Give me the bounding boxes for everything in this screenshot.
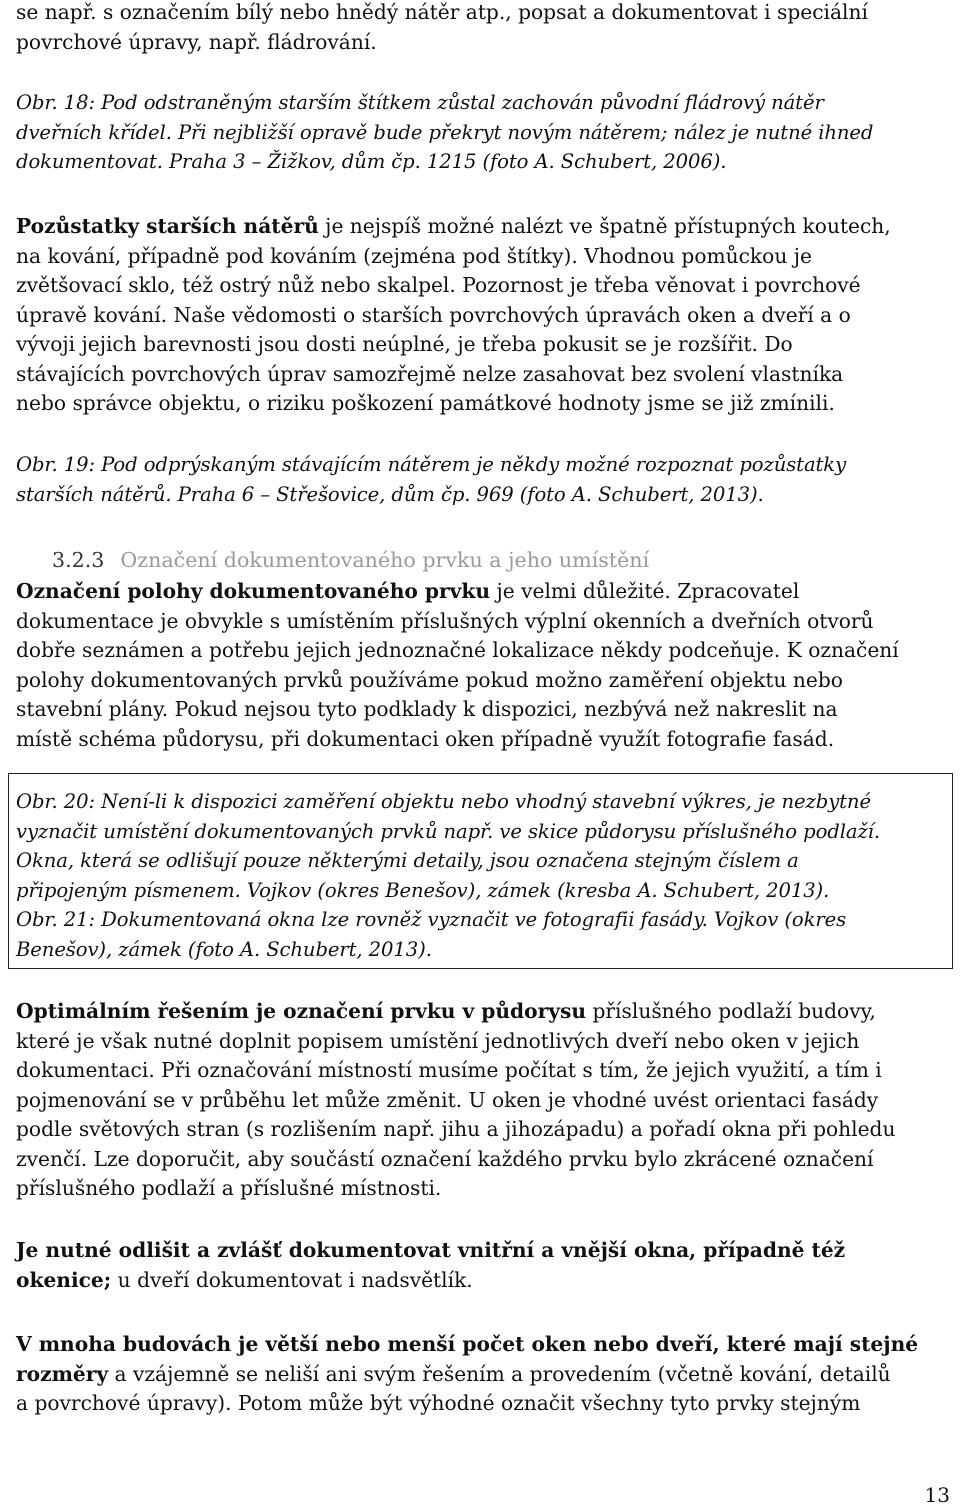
- bold-lead: Označení polohy dokumentovaného prvku: [16, 579, 491, 603]
- section-title: Označení dokumentovaného prvku a jeho umístění: [120, 548, 650, 572]
- figure-caption-18: [16, 88, 950, 177]
- text-line: příslušného podlaží a příslušné místnosti.: [16, 1176, 442, 1200]
- caption-line: dveřních křídel. Při nejbližší opravě bude překryt novým nátěrem; nález je nutné ihned: [16, 120, 874, 144]
- text-line: a povrchové úpravy). Potom může být výhodné označit všechny tyto prvky stejným: [16, 1391, 861, 1415]
- paragraph-paint-remnants: Pozůstatky starších nátěrů je nejspíš možné nalézt ve špatně přístupných koutech, na kování, případně pod kováním (zejména pod štítky). Vhodnou pomůckou je zvětšovací sklo, též ostrý nůž nebo skalpel. Pozornost je třeba věnovat i povrchové úpravě kování. Naše vědomosti o starších povrchových úpravách oken a dveří a o vývoji jejich barevnosti jsou dosti neúplné, je třeba pokusit se je rozšířit. Do stávajících povrchových úprav samozřejmě nelze zasahovat bez svolení vlastníka nebo správce objektu, o riziku poškození památkové hodnoty jsme se již zmínili.: [16, 212, 950, 419]
- text-line: místě schéma půdorysu, při dokumentaci oken případně využít fotografie fasád.: [16, 726, 835, 751]
- caption-line: Okna, která se odlišují pouze některými detaily, jsou označena stejným číslem a: [16, 849, 799, 872]
- text-line: úpravě kování. Naše vědomosti o starších povrchových úpravách oken a dveří a o: [16, 302, 851, 327]
- text-line: dokumentace je obvykle s umístěním příslušných výplní okenních a dveřních otvorů: [16, 608, 874, 633]
- figure-caption-19: [16, 450, 950, 509]
- paragraph-location-marking: Označení polohy dokumentovaného prvku je velmi důležité. Zpracovatel dokumentace je obvykle s umístěním příslušných výplní okenních a dveřních otvorů dobře seznámen a potřebu jejich jednoznačné lokalizace někdy podceňuje. K označení polohy dokumentovaných prvků používáme pokud možno zaměření objektu nebo stavební plány. Pokud nejsou tyto podklady k dispozici, nezbývá než nakreslit na místě schéma půdorysu, při dokumentaci oken případně využít fotografie fasád.: [16, 577, 950, 754]
- text-line: se např. s označením bílý nebo hnědý nátěr atp., popsat a dokumentovat i speciální: [16, 0, 868, 24]
- caption-line: vyznačit umístění dokumentovaných prvků např. ve skice půdorysu příslušného podlaží.: [16, 819, 880, 843]
- caption-line: Benešov), zámek (foto A. Schubert, 2013).: [16, 937, 432, 961]
- page-number: 13: [924, 1483, 950, 1507]
- bold-lead: Pozůstatky starších nátěrů: [16, 214, 319, 238]
- paragraph-inner-outer-windows: Je nutné odlišit a zvlášť dokumentovat vnitřní a vnější okna, případně též okenice; u dveří dokumentovat i nadsvětlík.: [16, 1236, 950, 1295]
- paragraph-same-dimensions: V mnoha budovách je větší nebo menší počet oken nebo dveří, které mají stejné rozměry a vzájemně se neliší ani svým řešením a provedením (včetně kování, detailů a povrchové úpravy). Potom může být výhodné označit všechny tyto prvky stejným: [16, 1330, 950, 1419]
- text-line: na kování, případně pod kováním (zejména pod štítky). Vhodnou pomůckou je: [16, 243, 812, 268]
- text-line: stavební plány. Pokud nejsou tyto podklady k dispozici, nezbývá než nakreslit na: [16, 697, 838, 721]
- intro-paragraph: [16, 0, 950, 57]
- bold-line: V mnoha budovách je větší nebo menší počet oken nebo dveří, které mají stejné: [16, 1332, 919, 1356]
- text-line: které je však nutné doplnit popisem umístění jednotlivých dveří nebo oken v jejich: [16, 1028, 860, 1053]
- figure-caption-box: [8, 773, 953, 969]
- caption-line: starších nátěrů. Praha 6 – Střešovice, dům čp. 969 (foto A. Schubert, 2013).: [16, 482, 764, 506]
- bold-lead: Optimálním řešením je označení prvku v půdorysu: [16, 999, 587, 1023]
- section-number: 3.2.3: [52, 548, 105, 572]
- bold-lead: rozměry: [16, 1361, 109, 1386]
- text-line: zvenčí. Lze doporučit, aby součástí označení každého prvku bylo zkrácené označení: [16, 1146, 874, 1171]
- paragraph-optimal-solution: Optimálním řešením je označení prvku v půdorysu příslušného podlaží budovy, které je však nutné doplnit popisem umístění jednotlivých dveří nebo oken v jejich dokumentaci. Při označování místností musíme počítat s tím, že jejich využití, a tím i pojmenování se v průběhu let může změnit. U oken je vhodné uvést orientaci fasády podle světových stran (s rozlišením např. jihu a jihozápadu) a pořadí okna při pohledu zvenčí. Lze doporučit, aby součástí označení každého prvku bylo zkrácené označení příslušného podlaží a příslušné místnosti.: [16, 997, 950, 1204]
- text-line: zvětšovací sklo, též ostrý nůž nebo skalpel. Pozornost je třeba věnovat i povrchové: [16, 273, 861, 297]
- text-line: stávajících povrchových úprav samozřejmě nelze zasahovat bez svolení vlastníka: [16, 361, 844, 386]
- text-line: dokumentaci. Při označování místností musíme počítat s tím, že jejich využití, a tím i: [16, 1058, 882, 1082]
- text-line: nebo správce objektu, o riziku poškození památkové hodnoty jsme se již zmínili.: [16, 391, 835, 415]
- text-line: podle světových stran (s rozlišením např. jihu a jihozápadu) a pořadí okna při pohledu: [16, 1117, 896, 1141]
- text-line: povrchové úpravy, např. fládrování.: [16, 29, 377, 54]
- caption-line: připojeným písmenem. Vojkov (okres Benešov), zámek (kresba A. Schubert, 2013).: [16, 878, 830, 902]
- text-line: pojmenování se v průběhu let může změnit. U oken je vhodné uvést orientaci fasády: [16, 1087, 879, 1112]
- text-line: dobře seznámen a potřebu jejich jednoznačné lokalizace někdy podceňuje. K označení: [16, 638, 899, 662]
- caption-line: dokumentovat. Praha 3 – Žižkov, dům čp. 1215 (foto A. Schubert, 2006).: [16, 150, 727, 173]
- text-line: polohy dokumentovaných prvků používáme pokud možno zaměření objektu nebo: [16, 667, 843, 692]
- bold-line: Je nutné odlišit a zvlášť dokumentovat vnitřní a vnější okna, případně též: [16, 1238, 846, 1262]
- caption-line: Obr. 18: Pod odstraněným starším štítkem zůstal zachován původní fládrový nátěr: [16, 91, 824, 114]
- text-line: vývoji jejich barevnosti jsou dosti neúplné, je třeba pokusit se je rozšířit. Do: [16, 332, 793, 356]
- caption-line: Obr. 19: Pod odprýskaným stávajícím nátěrem je někdy možné rozpoznat pozůstatky: [16, 453, 847, 476]
- bold-lead: okenice;: [16, 1267, 112, 1292]
- caption-line: Obr. 21: Dokumentovaná okna lze rovněž vyznačit ve fotografii fasády. Vojkov (okres: [16, 908, 847, 931]
- caption-line: Obr. 20: Není-li k dispozici zaměření objektu nebo vhodný stavební výkres, je nezbytné: [16, 790, 871, 813]
- section-heading: [52, 548, 649, 572]
